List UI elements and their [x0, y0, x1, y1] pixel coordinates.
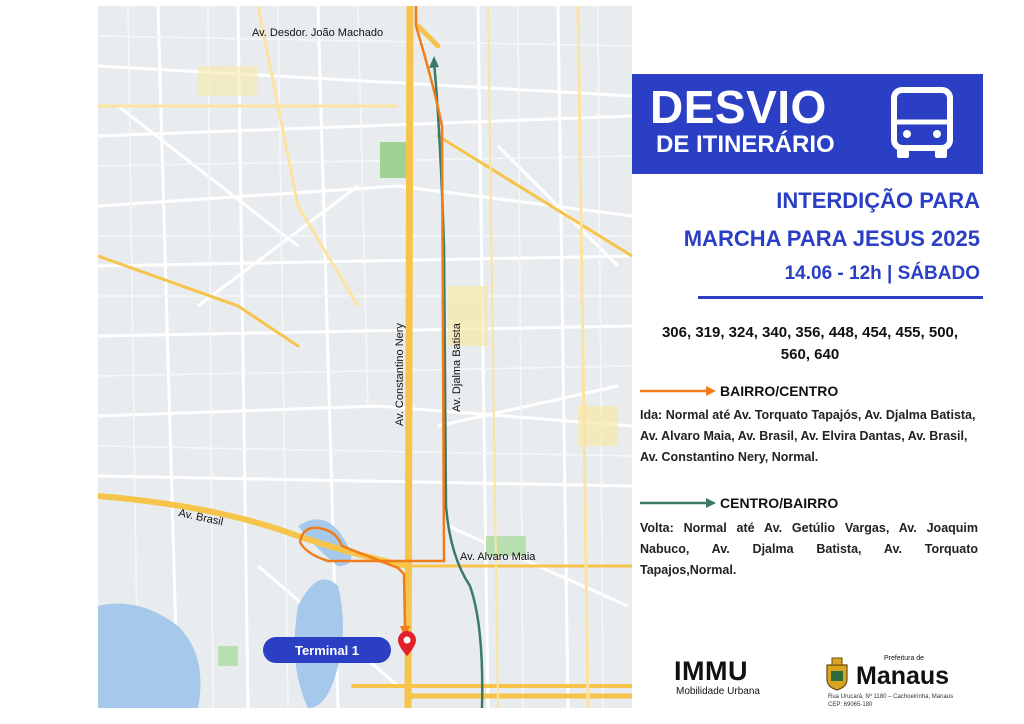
legend-bairro-centro	[640, 381, 838, 401]
divider	[698, 296, 983, 299]
legend-bairro-centro-label: BAIRRO/CENTRO	[720, 383, 839, 399]
label-av-brasil: Av. Brasil	[177, 507, 225, 529]
park	[218, 646, 238, 666]
address-line1: Rua Urucará, Nº 1180 – Cachoeirinha, Manaus	[828, 694, 954, 700]
immu-logo	[674, 656, 760, 697]
park	[380, 142, 406, 178]
centro-bairro-description: Volta: Normal até Av. Getúlio Vargas, Av. Joaquim Nabuco, Av. Djalma Batista, Av. Torquato Tapajos,Normal.	[640, 521, 978, 577]
prefeitura-label: Prefeitura de	[884, 655, 925, 662]
label-constantino-nery: Av. Constantino Nery	[394, 323, 406, 426]
terminal-label: Terminal 1	[263, 637, 391, 663]
prefeitura-address	[828, 693, 953, 709]
label-djalma-batista: Av. Djalma Batista	[451, 323, 463, 412]
map-canvas	[98, 6, 632, 708]
bairro-centro-description: Ida: Normal até Av. Torquato Tapajós, Av. Djalma Batista, Av. Alvaro Maia, Av. Brasil, Av. Elvira Dantas, Av. Brasil, Av. Constantino Nery, Normal.	[640, 408, 976, 464]
label-joao-machado: Av. Desdor. João Machado	[252, 27, 384, 39]
bus-icon	[887, 86, 957, 162]
header-subtitle: DE ITINERÁRIO	[656, 131, 835, 158]
immu-tagline: Mobilidade Urbana	[676, 686, 760, 697]
prefeitura-logo	[824, 655, 974, 711]
legend-centro-bairro-label: CENTRO/BAIRRO	[720, 495, 839, 511]
legend-centro-bairro	[640, 493, 838, 513]
green-arrow-icon	[640, 496, 716, 510]
affected-lines-row1: 306, 319, 324, 340, 356, 448, 454, 455, 500,	[661, 324, 959, 341]
affected-lines	[645, 322, 975, 366]
zone	[198, 66, 258, 96]
closure-title-line2: MARCHA PARA JESUS 2025	[683, 226, 980, 251]
closure-title-line1: INTERDIÇÃO PARA	[776, 188, 980, 213]
route-map[interactable]	[98, 6, 632, 708]
header-title: DESVIO	[650, 81, 827, 133]
prefeitura-city: Manaus	[856, 662, 950, 690]
address-line2: CEP: 69065-180	[828, 702, 873, 708]
orange-arrow-icon	[640, 384, 716, 398]
crest-icon	[824, 657, 850, 691]
immu-name: IMMU	[674, 656, 748, 686]
label-alvaro-maia: Av. Alvaro Maia	[460, 551, 536, 563]
affected-lines-row2: 560, 640	[780, 346, 840, 363]
header-banner	[632, 74, 983, 174]
closure-date: 14.06 - 12h | SÁBADO	[784, 263, 980, 284]
